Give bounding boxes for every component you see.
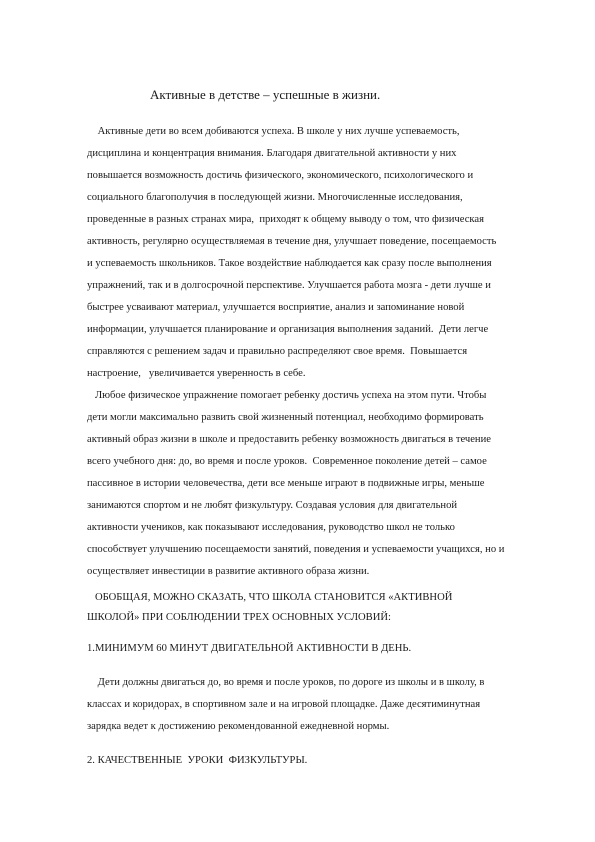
paragraph-2-line: активности учеников, как показывают исследования, руководство школ не только [87, 522, 455, 533]
paragraph-1-line: быстрее усваивают материал, улучшается восприятие, анализ и запоминание новой [87, 302, 465, 313]
condition-heading: 1.МИНИМУМ 60 МИНУТ ДВИГАТЕЛЬНОЙ АКТИВНОСТИ В ДЕНЬ. [87, 643, 412, 654]
condition-heading: 2. КАЧЕСТВЕННЫЕ УРОКИ ФИЗКУЛЬТУРЫ. [87, 755, 308, 766]
paragraph-3-line: зарядка ведет к достижению рекомендованной ежедневной нормы. [87, 721, 390, 732]
paragraph-1-line: проведенные в разных странах мира, приходят к общему выводу о том, что физическая [87, 214, 484, 225]
paragraph-2-line: осуществляет инвестиции в развитие активного образа жизни. [87, 566, 370, 577]
paragraph-3-line: Дети должны двигаться до, во время и после уроков, по дороге из школы и в школу, в [87, 677, 485, 688]
paragraph-2-line: дети могли максимально развить свой жизненный потенциал, необходимо формировать [87, 412, 484, 423]
paragraph-3-line: классах и коридорах, в спортивном зале и на игровой площадке. Даже десятиминутная [87, 699, 481, 710]
paragraph-1-line: настроение, увеличивается уверенность в себе. [87, 368, 306, 379]
section-heading-line: ШКОЛОЙ» ПРИ СОБЛЮДЕНИИ ТРЕХ ОСНОВНЫХ УСЛОВИЙ: [87, 612, 391, 623]
paragraph-1-line: повышается возможность достичь физического, экономического, психологического и [87, 170, 474, 181]
paragraph-1-line: и успеваемость школьников. Такое воздействие наблюдается как сразу после выполнения [87, 258, 492, 269]
paragraph-1-line: упражнений, так и в долгосрочной перспективе. Улучшается работа мозга - дети лучше и [87, 280, 491, 291]
document-title: Активные в детстве – успешные в жизни. [150, 87, 381, 102]
section-heading-line: ОБОБЩАЯ, МОЖНО СКАЗАТЬ, ЧТО ШКОЛА СТАНОВИТСЯ «АКТИВНОЙ [87, 592, 453, 603]
paragraph-1-line: Активные дети во всем добиваются успеха. В школе у них лучше успеваемость, [87, 126, 460, 137]
paragraph-2-line: Любое физическое упражнение помогает ребенку достичь успеха на этом пути. Чтобы [87, 390, 487, 401]
paragraph-1-line: справляются с решением задач и правильно распределяют свое время. Повышается [87, 346, 468, 357]
paragraph-2-line: пассивное в истории человечества, дети все меньше играют в подвижные игры, меньше [87, 478, 485, 489]
paragraph-1-line: информации, улучшается планирование и организация выполнения заданий. Дети легче [87, 324, 489, 335]
paragraph-2-line: способствует улучшению посещаемости занятий, поведения и успеваемости учащихся, но и [87, 544, 505, 555]
paragraph-1-line: социального благополучия в последующей жизни. Многочисленные исследования, [87, 192, 463, 203]
paragraph-2-line: всего учебного дня: до, во время и после уроков. Современное поколение детей – самое [87, 456, 487, 467]
paragraph-2-line: занимаются спортом и не любят физкультуру. Создавая условия для двигательной [87, 500, 458, 511]
paragraph-2-line: активный образ жизни в школе и предоставить ребенку возможность двигаться в течение [87, 434, 491, 445]
paragraph-1-line: активность, регулярно осуществляемая в течение дня, улучшает поведение, посещаемость [87, 236, 497, 247]
paragraph-1-line: дисциплина и концентрация внимания. Благодаря двигательной активности у них [87, 148, 457, 159]
